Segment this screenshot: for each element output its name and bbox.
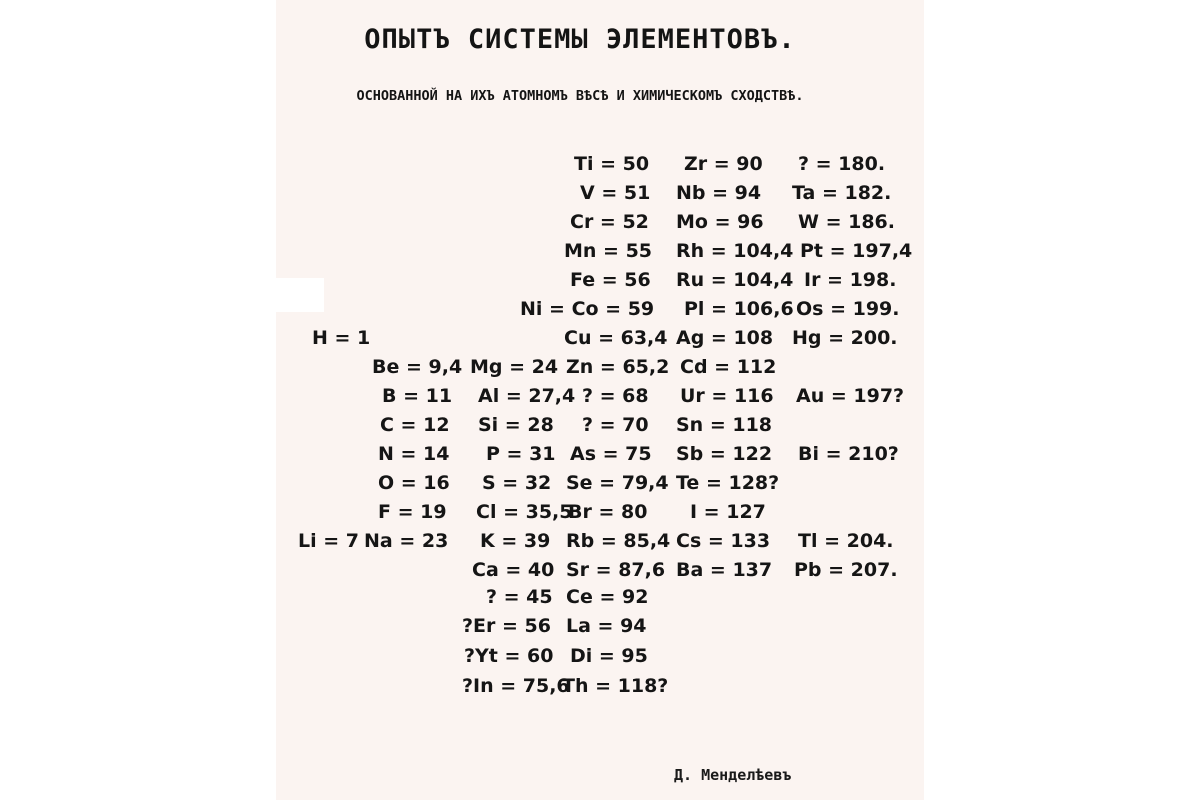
element-entry: Au = 197? <box>796 385 905 407</box>
element-entry: Mg = 24 <box>470 356 559 378</box>
element-entry: ?Er = 56 <box>462 615 551 637</box>
element-entry: Cd = 112 <box>680 356 777 378</box>
element-entry: Ti = 50 <box>574 153 650 175</box>
element-entry: Ca = 40 <box>472 559 555 581</box>
element-entry: Ni = Co = 59 <box>520 298 655 320</box>
element-entry: Be = 9,4 <box>372 356 463 378</box>
element-entry: Al = 27,4 <box>478 385 576 407</box>
element-entry: Cr = 52 <box>570 211 649 233</box>
element-entry: As = 75 <box>570 443 652 465</box>
element-entry: Si = 28 <box>478 414 554 436</box>
element-entry: Li = 7 <box>298 530 359 552</box>
element-entry: Ru = 104,4 <box>676 269 794 291</box>
element-entry: K = 39 <box>480 530 551 552</box>
element-entry: Os = 199. <box>796 298 900 320</box>
element-entry: F = 19 <box>378 501 447 523</box>
element-entry: ? = 70 <box>582 414 649 436</box>
element-entry: B = 11 <box>382 385 453 407</box>
document-title: ОПЫТЪ СИСТЕМЫ ЭЛЕМЕНТОВЪ. <box>364 24 796 55</box>
element-entry: Mn = 55 <box>564 240 653 262</box>
author-signature: Д. Менделѣевъ <box>674 766 792 784</box>
element-entry: Pb = 207. <box>794 559 898 581</box>
element-entry: Zn = 65,2 <box>566 356 670 378</box>
element-entry: Se = 79,4 <box>566 472 669 494</box>
element-entry: Di = 95 <box>570 645 648 667</box>
element-entry: Sr = 87,6 <box>566 559 666 581</box>
element-entry: Cs = 133 <box>676 530 771 552</box>
element-entry: Cl = 35,5 <box>476 501 573 523</box>
element-entry: ?In = 75,6 <box>462 675 570 697</box>
element-entry: Ir = 198. <box>804 269 897 291</box>
element-entry: ? = 180. <box>798 153 886 175</box>
element-entry: Ta = 182. <box>792 182 892 204</box>
element-entry: Ba = 137 <box>676 559 773 581</box>
element-entry: H = 1 <box>312 327 371 349</box>
element-entry: Ag = 108 <box>676 327 774 349</box>
element-entry: I = 127 <box>690 501 766 523</box>
element-entry: N = 14 <box>378 443 450 465</box>
element-entry: Sn = 118 <box>676 414 773 436</box>
element-entry: O = 16 <box>378 472 450 494</box>
element-entry: W = 186. <box>798 211 895 233</box>
element-entry: Rh = 104,4 <box>676 240 794 262</box>
element-entry: Te = 128? <box>676 472 780 494</box>
element-entry: Th = 118? <box>562 675 669 697</box>
element-entry: Hg = 200. <box>792 327 898 349</box>
element-entry: ? = 45 <box>486 586 553 608</box>
element-entry: Br = 80 <box>568 501 648 523</box>
element-entry: Sb = 122 <box>676 443 773 465</box>
element-entry: Pl = 106,6 <box>684 298 794 320</box>
element-entry: Ce = 92 <box>566 586 649 608</box>
element-entry: Bi = 210? <box>798 443 899 465</box>
element-entry: Nb = 94 <box>676 182 762 204</box>
element-entry: ?Yt = 60 <box>464 645 554 667</box>
element-entry: P = 31 <box>486 443 556 465</box>
element-entry: Mo = 96 <box>676 211 764 233</box>
element-entry: Tl = 204. <box>798 530 894 552</box>
element-entry: ? = 68 <box>582 385 649 407</box>
element-entry: Cu = 63,4 <box>564 327 668 349</box>
element-entry: Na = 23 <box>364 530 449 552</box>
element-entry: Fe = 56 <box>570 269 651 291</box>
element-entry: V = 51 <box>580 182 651 204</box>
element-entry: Zr = 90 <box>684 153 763 175</box>
element-entry: S = 32 <box>482 472 552 494</box>
element-entry: Pt = 197,4 <box>800 240 913 262</box>
element-entry: C = 12 <box>380 414 450 436</box>
element-entry: Rb = 85,4 <box>566 530 671 552</box>
element-entry: Ur = 116 <box>680 385 774 407</box>
document-subtitle: ОСНОВАННОЙ НА ИХЪ АТОМНОМЪ ВѢСѢ И ХИМИЧЕСКОМЪ СХОДСТВѢ. <box>356 88 804 104</box>
element-entry: La = 94 <box>566 615 647 637</box>
document-content <box>276 0 924 800</box>
